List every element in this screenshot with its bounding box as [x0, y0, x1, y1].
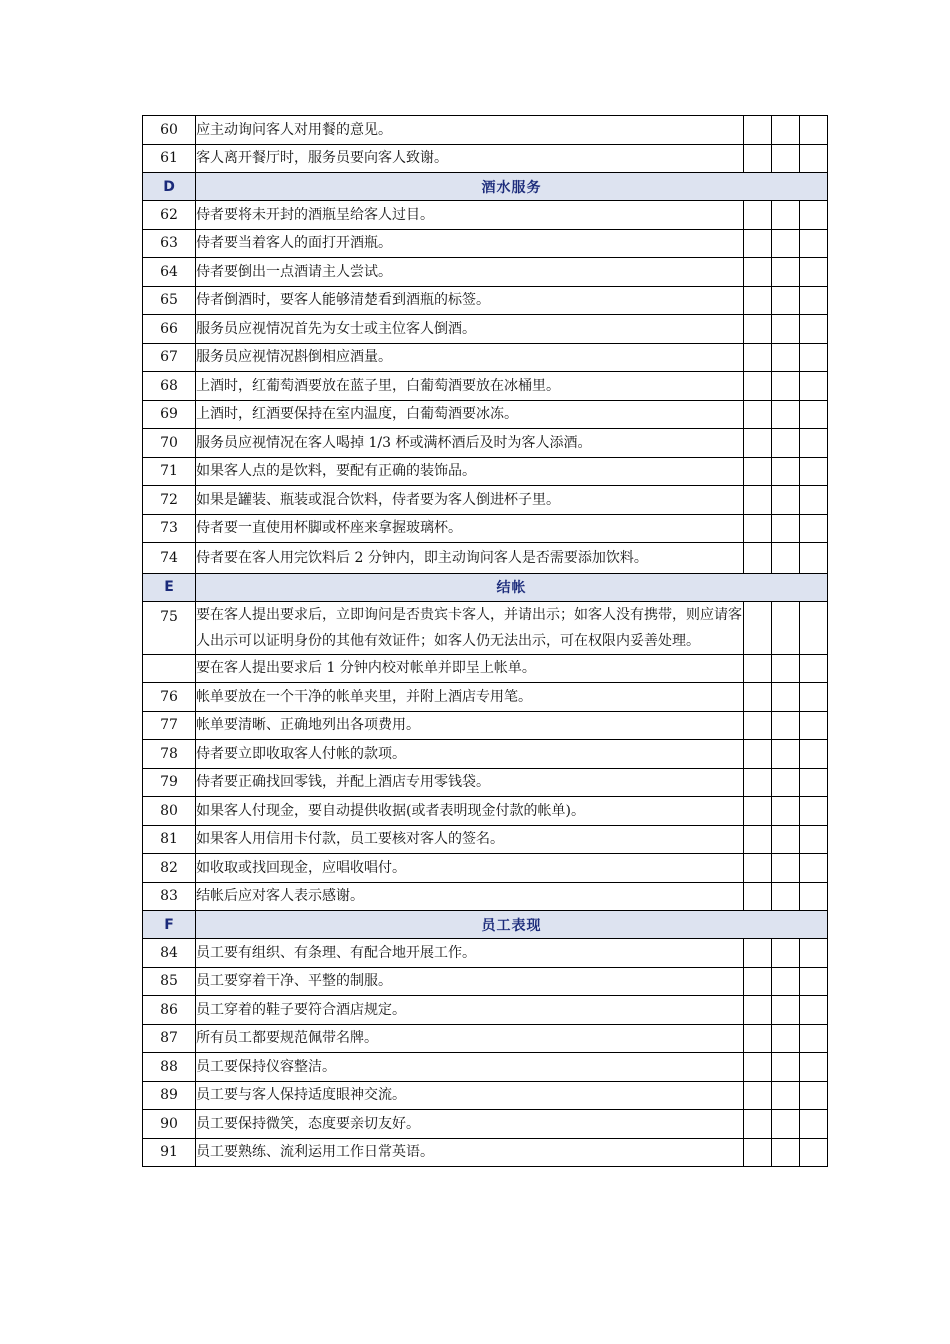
check-cell[interactable]: [771, 514, 799, 543]
item-number: 78: [143, 740, 196, 769]
item-text: 员工要与客人保持适度眼神交流。: [196, 1081, 744, 1110]
check-cell[interactable]: [743, 543, 771, 574]
check-cell[interactable]: [771, 797, 799, 826]
item-text: 帐单要清晰、正确地列出各项费用。: [196, 711, 744, 740]
item-number: 72: [143, 486, 196, 515]
check-cell[interactable]: [771, 457, 799, 486]
check-cell[interactable]: [799, 201, 827, 230]
section-code: D: [143, 173, 196, 201]
checklist-row: [143, 201, 828, 230]
item-number: 64: [143, 258, 196, 287]
checklist-row: [143, 740, 828, 769]
checklist-row: [143, 315, 828, 344]
checklist-row: [143, 654, 828, 683]
check-cell[interactable]: [771, 258, 799, 287]
check-cell[interactable]: [743, 486, 771, 515]
check-cell[interactable]: [743, 201, 771, 230]
item-number: 77: [143, 711, 196, 740]
item-text: 员工穿着的鞋子要符合酒店规定。: [196, 996, 744, 1025]
item-number: 63: [143, 229, 196, 258]
check-cell[interactable]: [743, 429, 771, 458]
check-cell[interactable]: [771, 343, 799, 372]
item-number: 90: [143, 1110, 196, 1139]
item-text: 客人离开餐厅时，服务员要向客人致谢。: [196, 144, 744, 173]
check-cell[interactable]: [743, 457, 771, 486]
item-text: 侍者要立即收取客人付帐的款项。: [196, 740, 744, 769]
item-number: 81: [143, 825, 196, 854]
checklist-row: [143, 854, 828, 883]
check-cell[interactable]: [771, 882, 799, 911]
checklist-row: [143, 825, 828, 854]
check-cell[interactable]: [799, 144, 827, 173]
check-cell[interactable]: [799, 825, 827, 854]
item-number: 60: [143, 116, 196, 145]
check-cell[interactable]: [771, 939, 799, 968]
checklist-row: [143, 343, 828, 372]
checklist-row: [143, 768, 828, 797]
check-cell[interactable]: [799, 429, 827, 458]
item-text: 要在客人提出要求后，立即询问是否贵宾卡客人，并请出示；如客人没有携带，则应请客人出示可以证明身份的其他有效证件；如客人仍无法出示，可在权限内妥善处理。: [196, 601, 744, 654]
checklist-row: [143, 1024, 828, 1053]
checklist-row: [143, 939, 828, 968]
check-cell[interactable]: [771, 1053, 799, 1082]
item-number: 68: [143, 372, 196, 401]
item-text: 应主动询问客人对用餐的意见。: [196, 116, 744, 145]
item-text: 上酒时，红酒要保持在室内温度，白葡萄酒要冰冻。: [196, 400, 744, 429]
item-number: 79: [143, 768, 196, 797]
check-cell[interactable]: [743, 797, 771, 826]
item-number: 67: [143, 343, 196, 372]
checklist-row: [143, 429, 828, 458]
item-number: 91: [143, 1138, 196, 1167]
check-cell[interactable]: [743, 683, 771, 712]
checklist-row: [143, 797, 828, 826]
check-cell[interactable]: [771, 286, 799, 315]
check-cell[interactable]: [771, 768, 799, 797]
check-cell[interactable]: [771, 144, 799, 173]
item-text: 员工要熟练、流利运用工作日常英语。: [196, 1138, 744, 1167]
check-cell[interactable]: [771, 967, 799, 996]
item-number: 65: [143, 286, 196, 315]
check-cell[interactable]: [743, 825, 771, 854]
check-cell[interactable]: [743, 768, 771, 797]
section-header-row: [143, 173, 828, 201]
check-cell[interactable]: [799, 1138, 827, 1167]
checklist-row: [143, 543, 828, 574]
check-cell[interactable]: [743, 601, 771, 654]
check-cell[interactable]: [743, 315, 771, 344]
check-cell[interactable]: [771, 229, 799, 258]
item-text: 上酒时，红葡萄酒要放在蓝子里，白葡萄酒要放在冰桶里。: [196, 372, 744, 401]
item-text: 侍者要一直使用杯脚或杯座来拿握玻璃杯。: [196, 514, 744, 543]
check-cell[interactable]: [743, 1024, 771, 1053]
check-cell[interactable]: [799, 400, 827, 429]
check-cell[interactable]: [743, 229, 771, 258]
checklist-row: [143, 1053, 828, 1082]
item-text: 如收取或找回现金，应唱收唱付。: [196, 854, 744, 883]
check-cell[interactable]: [799, 1081, 827, 1110]
item-text: 服务员应视情况首先为女士或主位客人倒酒。: [196, 315, 744, 344]
section-code: E: [143, 573, 196, 601]
check-cell[interactable]: [771, 372, 799, 401]
check-cell[interactable]: [771, 486, 799, 515]
check-cell[interactable]: [743, 711, 771, 740]
item-number: 86: [143, 996, 196, 1025]
checklist-row: [143, 683, 828, 712]
check-cell[interactable]: [771, 315, 799, 344]
check-cell[interactable]: [799, 543, 827, 574]
check-cell[interactable]: [743, 400, 771, 429]
item-text: 员工要保持仪容整洁。: [196, 1053, 744, 1082]
item-text: 侍者要正确找回零钱，并配上酒店专用零钱袋。: [196, 768, 744, 797]
check-cell[interactable]: [743, 882, 771, 911]
checklist-row: [143, 144, 828, 173]
checklist-body: [143, 116, 828, 1167]
check-cell[interactable]: [771, 1024, 799, 1053]
check-cell[interactable]: [743, 1053, 771, 1082]
checklist-row: [143, 601, 828, 654]
checklist-row: [143, 457, 828, 486]
check-cell[interactable]: [743, 996, 771, 1025]
check-cell[interactable]: [743, 372, 771, 401]
check-cell[interactable]: [771, 825, 799, 854]
check-cell[interactable]: [743, 740, 771, 769]
check-cell[interactable]: [771, 711, 799, 740]
check-cell[interactable]: [799, 1053, 827, 1082]
section-title: 结帐: [196, 573, 828, 601]
check-cell[interactable]: [771, 116, 799, 145]
item-text: 员工要穿着干净、平整的制服。: [196, 967, 744, 996]
item-text: 服务员应视情况在客人喝掉 1/3 杯或满杯酒后及时为客人添酒。: [196, 429, 744, 458]
check-cell[interactable]: [771, 854, 799, 883]
item-text: 帐单要放在一个干净的帐单夹里，并附上酒店专用笔。: [196, 683, 744, 712]
section-code: F: [143, 911, 196, 939]
checklist-row: [143, 882, 828, 911]
check-cell[interactable]: [743, 1081, 771, 1110]
item-text: 结帐后应对客人表示感谢。: [196, 882, 744, 911]
item-number: 88: [143, 1053, 196, 1082]
item-text: 如果是罐装、瓶装或混合饮料，侍者要为客人倒进杯子里。: [196, 486, 744, 515]
check-cell[interactable]: [799, 229, 827, 258]
check-cell[interactable]: [771, 1138, 799, 1167]
item-number: 82: [143, 854, 196, 883]
item-number: 73: [143, 514, 196, 543]
check-cell[interactable]: [743, 939, 771, 968]
check-cell[interactable]: [771, 400, 799, 429]
check-cell[interactable]: [799, 939, 827, 968]
check-cell[interactable]: [771, 601, 799, 654]
checklist-row: [143, 711, 828, 740]
checklist-row: [143, 514, 828, 543]
check-cell[interactable]: [743, 1138, 771, 1167]
check-cell[interactable]: [799, 514, 827, 543]
check-cell[interactable]: [799, 343, 827, 372]
item-number: 85: [143, 967, 196, 996]
section-title: 员工表现: [196, 911, 828, 939]
check-cell[interactable]: [799, 116, 827, 145]
item-number: 69: [143, 400, 196, 429]
section-title: 酒水服务: [196, 173, 828, 201]
check-cell[interactable]: [799, 601, 827, 654]
checklist-row: [143, 229, 828, 258]
check-cell[interactable]: [799, 768, 827, 797]
check-cell[interactable]: [799, 286, 827, 315]
item-number: 62: [143, 201, 196, 230]
item-text: 侍者要倒出一点酒请主人尝试。: [196, 258, 744, 287]
check-cell[interactable]: [743, 1110, 771, 1139]
item-text: 员工要保持微笑，态度要亲切友好。: [196, 1110, 744, 1139]
service-checklist-table: [142, 115, 828, 1167]
item-number: [143, 654, 196, 683]
item-text: 如果客人点的是饮料，要配有正确的装饰品。: [196, 457, 744, 486]
item-number: 87: [143, 1024, 196, 1053]
check-cell[interactable]: [799, 486, 827, 515]
check-cell[interactable]: [799, 457, 827, 486]
item-number: 70: [143, 429, 196, 458]
check-cell[interactable]: [771, 740, 799, 769]
item-number: 66: [143, 315, 196, 344]
check-cell[interactable]: [771, 201, 799, 230]
item-text: 如果客人用信用卡付款，员工要核对客人的签名。: [196, 825, 744, 854]
check-cell[interactable]: [771, 429, 799, 458]
check-cell[interactable]: [799, 1110, 827, 1139]
checklist-row: [143, 996, 828, 1025]
item-number: 89: [143, 1081, 196, 1110]
checklist-row: [143, 1081, 828, 1110]
item-text: 所有员工都要规范佩带名牌。: [196, 1024, 744, 1053]
section-header-row: [143, 911, 828, 939]
item-text: 服务员应视情况斟倒相应酒量。: [196, 343, 744, 372]
checklist-row: [143, 258, 828, 287]
check-cell[interactable]: [771, 543, 799, 574]
item-text: 员工要有组织、有条理、有配合地开展工作。: [196, 939, 744, 968]
check-cell[interactable]: [743, 967, 771, 996]
check-cell[interactable]: [799, 882, 827, 911]
item-number: 80: [143, 797, 196, 826]
item-number: 76: [143, 683, 196, 712]
item-number: 83: [143, 882, 196, 911]
check-cell[interactable]: [771, 1110, 799, 1139]
checklist-row: [143, 1138, 828, 1167]
check-cell[interactable]: [799, 967, 827, 996]
check-cell[interactable]: [799, 740, 827, 769]
check-cell[interactable]: [771, 1081, 799, 1110]
check-cell[interactable]: [799, 258, 827, 287]
item-number: 71: [143, 457, 196, 486]
check-cell[interactable]: [743, 854, 771, 883]
check-cell[interactable]: [771, 996, 799, 1025]
check-cell[interactable]: [799, 683, 827, 712]
item-text: 如果客人付现金，要自动提供收据(或者表明现金付款的帐单)。: [196, 797, 744, 826]
checklist-row: [143, 372, 828, 401]
check-cell[interactable]: [799, 711, 827, 740]
check-cell[interactable]: [799, 372, 827, 401]
check-cell[interactable]: [743, 144, 771, 173]
check-cell[interactable]: [799, 797, 827, 826]
checklist-row: [143, 486, 828, 515]
checklist-row: [143, 1110, 828, 1139]
check-cell[interactable]: [799, 315, 827, 344]
check-cell[interactable]: [743, 116, 771, 145]
check-cell[interactable]: [743, 343, 771, 372]
item-text: 侍者要在客人用完饮料后 2 分钟内，即主动询问客人是否需要添加饮料。: [196, 543, 744, 574]
check-cell[interactable]: [771, 683, 799, 712]
item-text: 侍者倒酒时，要客人能够清楚看到酒瓶的标签。: [196, 286, 744, 315]
check-cell[interactable]: [799, 854, 827, 883]
checklist-row: [143, 967, 828, 996]
section-header-row: [143, 573, 828, 601]
item-number: 74: [143, 543, 196, 574]
check-cell[interactable]: [743, 258, 771, 287]
item-text: 要在客人提出要求后 1 分钟内校对帐单并即呈上帐单。: [196, 654, 744, 683]
check-cell[interactable]: [771, 654, 799, 683]
check-cell[interactable]: [799, 1024, 827, 1053]
item-number: 61: [143, 144, 196, 173]
item-text: 侍者要当着客人的面打开酒瓶。: [196, 229, 744, 258]
check-cell[interactable]: [743, 654, 771, 683]
checklist-row: [143, 116, 828, 145]
item-number: 75: [143, 601, 196, 654]
check-cell[interactable]: [743, 286, 771, 315]
item-text: 侍者要将未开封的酒瓶呈给客人过目。: [196, 201, 744, 230]
check-cell[interactable]: [743, 514, 771, 543]
item-number: 84: [143, 939, 196, 968]
check-cell[interactable]: [799, 654, 827, 683]
checklist-row: [143, 286, 828, 315]
check-cell[interactable]: [799, 996, 827, 1025]
checklist-row: [143, 400, 828, 429]
